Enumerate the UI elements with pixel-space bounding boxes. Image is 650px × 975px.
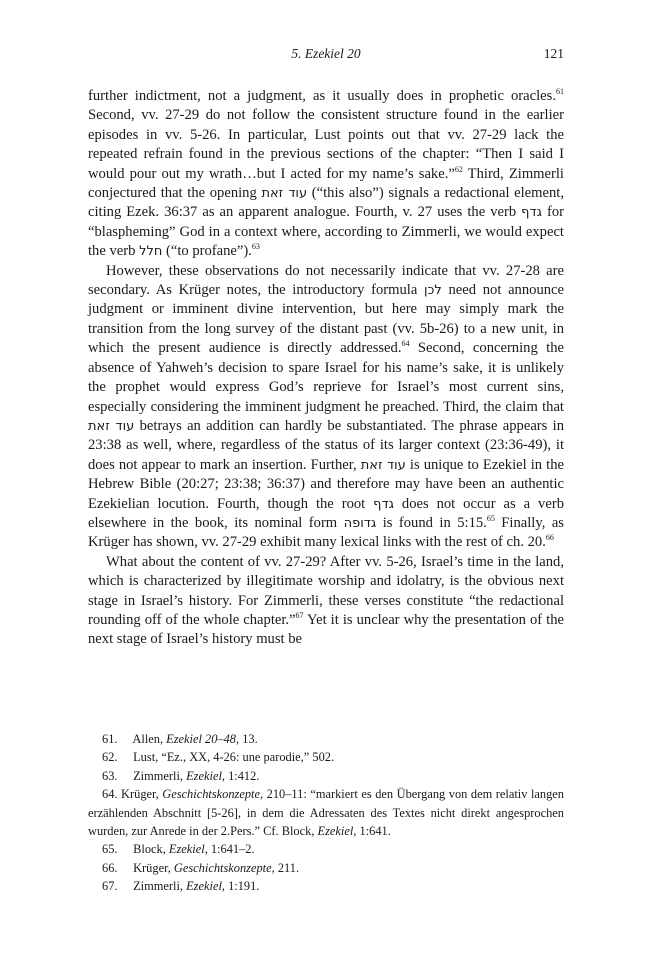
- italic-title: Geschichtskonzepte: [162, 787, 260, 802]
- footnote-ref: 63: [251, 242, 260, 252]
- text-run: , 13.: [236, 732, 258, 746]
- text-run: What about the content of vv. 27-29? After vv. 5-26, Israel’s time in the land, which is characterized by illegitimate worship and idolatry, is the obvious next stage in Israel’s history. For Zimmerli, these verses constitute “the redactional rounding off of the whole chapter.”: [88, 553, 564, 628]
- footnote: [88, 730, 564, 748]
- italic-title: Ezekiel: [317, 824, 354, 839]
- text-run: is found in 5:15.: [376, 514, 487, 531]
- hebrew-term: חלל: [139, 244, 163, 260]
- text-run: (“this also”) signals a redactional element, citing Ezek. 36:37 as an apparent analogue. Fourth, v. 27 uses the verb: [88, 185, 564, 221]
- footnote-number: 66.: [102, 860, 118, 875]
- paragraph: [88, 262, 564, 553]
- italic-title: Ezekiel 20–48: [166, 732, 237, 746]
- text-run: , 210–11: “markiert es den Übergang von dem relativ langen erzählenden Abschnitt [5-26], in dem die Adressaten des Textes nicht direkt angesprochen wurden, zur Anrede in der 2.Pers.” Cf. Block,: [88, 787, 564, 839]
- footnote-ref: 62: [454, 164, 463, 174]
- text-run: betrays an addition can hardly be substantiated. The phrase appears in 23:38 as well, where, regardless of the status of its larger context (23:36-49), it does not appear to mark an insertion. Further,: [88, 417, 564, 473]
- text-run: , 211.: [271, 860, 300, 875]
- chapter-title: 5. Ezekiel 20: [291, 46, 361, 61]
- footnote: [88, 785, 564, 840]
- hebrew-term: גדף: [373, 496, 394, 512]
- footnote: [88, 767, 564, 785]
- footnote: [88, 840, 564, 858]
- italic-title: Ezekiel: [168, 842, 205, 857]
- text-run: (“to profane”).: [162, 243, 252, 260]
- italic-title: Ezekiel: [186, 768, 222, 783]
- paragraph: [88, 87, 564, 262]
- text-run: Third, Zimmerli conjectured that the opening: [88, 165, 564, 202]
- page-number: 121: [543, 46, 564, 61]
- text-run: , 1:641–2.: [204, 842, 255, 857]
- italic-title: Ezekiel: [186, 879, 222, 894]
- text-run: need not announce judgment or imminent divine intervention, but here may simply mark the transition from the long survey of the distant past (vv. 5b-26) to a new unit, in which the present audience is directly addressed.: [88, 282, 564, 357]
- hebrew-term: עוד זאת: [360, 457, 406, 473]
- footnote-number: 64.: [102, 787, 118, 802]
- text-run: is unique to Ezekiel in the Hebrew Bible (20:27; 23:38; 36:37) and therefore may have been an authentic Ezekielian locution. Fourth, though the root: [88, 456, 564, 512]
- paragraph: [88, 553, 564, 650]
- hebrew-term: עוד זאת: [88, 418, 135, 434]
- text-run: Zimmerli,: [133, 879, 187, 894]
- text-run: Finally, as Krüger has shown, vv. 27-29 exhibit many lexical links with the rest of ch. 20.: [88, 514, 564, 551]
- footnote: [88, 748, 564, 766]
- footnote-ref: 67: [295, 610, 304, 620]
- hebrew-term: לכן: [424, 283, 442, 299]
- text-run: for “blaspheming” God in a context where, according to Zimmerli, we would expect the verb: [88, 204, 564, 260]
- footnote-ref: 65: [486, 513, 495, 523]
- italic-title: Geschichtskonzepte: [173, 860, 272, 875]
- footnote: [88, 877, 564, 895]
- text-run: Block,: [133, 842, 169, 857]
- text-run: Yet it is unclear why the presentation of the next stage of Israel’s history must be: [88, 611, 564, 648]
- footnote-number: 62.: [102, 750, 118, 765]
- text-run: Allen,: [132, 732, 167, 746]
- footnote-ref: 61: [556, 87, 564, 96]
- footnote-number: 67.: [102, 879, 118, 894]
- hebrew-term: גדופה: [343, 515, 377, 531]
- text-run: , 1:412.: [221, 768, 260, 783]
- text-run: Krüger,: [121, 787, 163, 802]
- footnote: [88, 859, 564, 877]
- text-run: does not occur as a verb elsewhere in the book, its nominal form: [88, 495, 564, 531]
- hebrew-term: גדף: [521, 205, 542, 221]
- text-run: However, these observations do not necessarily indicate that vv. 27-28 are secondary. As Krüger notes, the introductory formula: [88, 262, 564, 299]
- footnote-number: 65.: [102, 842, 118, 857]
- text-run: Krüger,: [133, 860, 174, 875]
- text-run: further indictment, not a judgment, as it usually does in prophetic oracles.: [88, 88, 556, 104]
- hebrew-term: עוד זאת: [261, 186, 308, 202]
- running-head: [88, 46, 564, 62]
- text-run: Second, vv. 27-29 do not follow the consistent structure found in the earlier episodes in vv. 5-26. In particular, Lust points out that vv. 27-29 lack the repeated refrain found in the previous sections of the chapter: “Then I said I would pour out my wrath…but I acted for my name’s sake.”: [88, 107, 564, 182]
- text-run: , 1:641.: [353, 824, 391, 839]
- text-run: Zimmerli,: [133, 768, 187, 783]
- footnote-number: 63.: [102, 768, 118, 783]
- text-run: , 1:191.: [221, 879, 260, 894]
- footnote-ref: 66: [545, 533, 554, 543]
- footnote-number: 61.: [102, 732, 118, 746]
- text-run: Second, concerning the absence of Yahweh’s decision to spare Israel for his name’s sake, it is unlikely the prophet would express God’s reprieve for Israel’s most current sins, especially considering the imminent judgment he preached. Third, the claim that: [88, 340, 564, 415]
- footnotes: [88, 730, 564, 896]
- text-run: Lust, “Ez., XX, 4-26: une parodie,” 502.: [133, 750, 335, 765]
- footnote-ref: 64: [401, 339, 410, 349]
- body-text: [88, 87, 564, 650]
